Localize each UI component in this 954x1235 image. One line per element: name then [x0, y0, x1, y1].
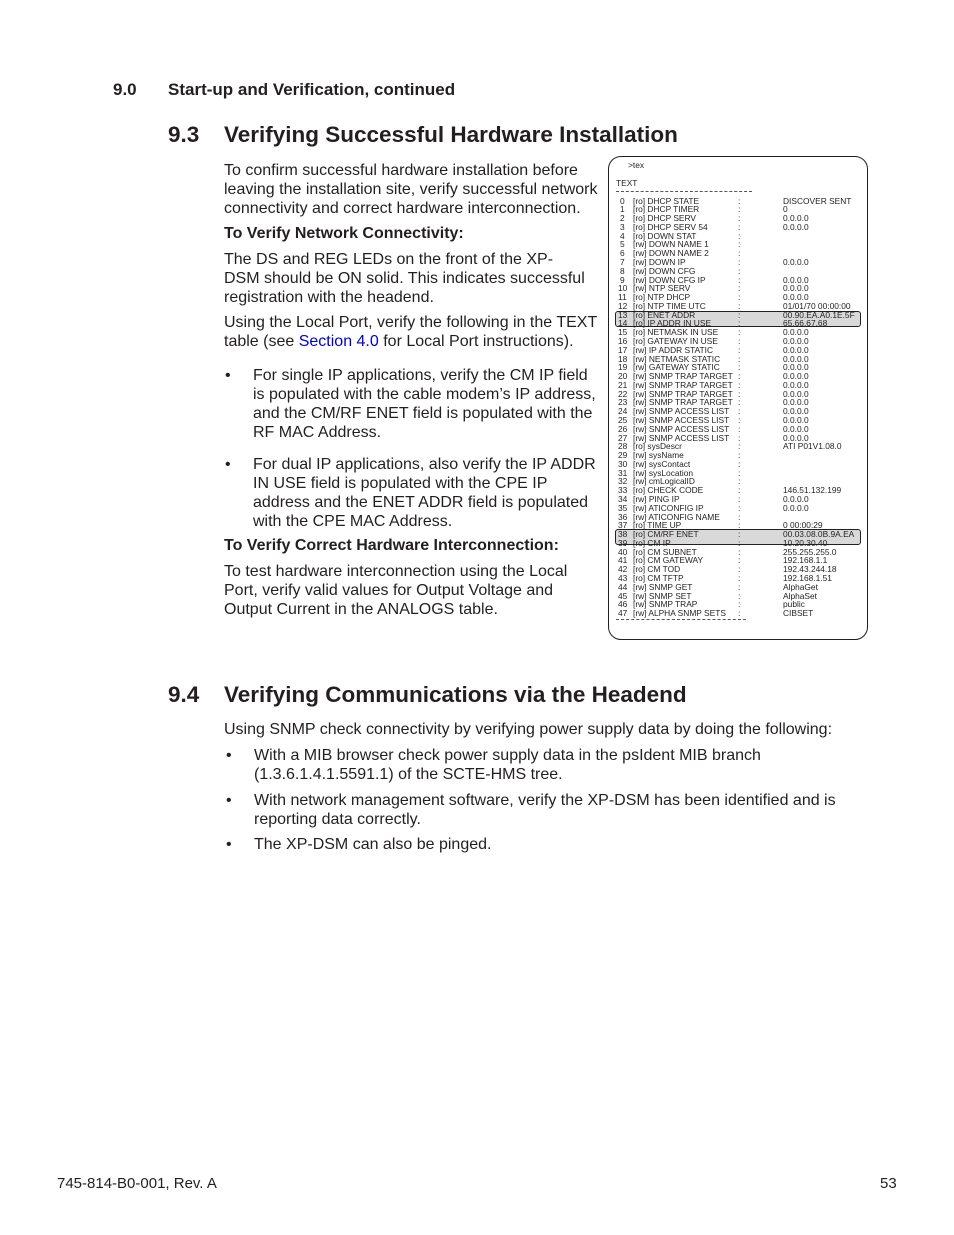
row-value: AlphaGet [783, 581, 818, 592]
bullet-icon: • [225, 456, 231, 473]
row-separator: : [738, 537, 741, 548]
row-field: [rw] SNMP TRAP TARGET [633, 397, 733, 408]
row-index: 19 [618, 362, 628, 373]
row-separator: : [738, 608, 741, 619]
local-port-paragraph [224, 313, 597, 351]
row-index: 21 [618, 379, 628, 390]
row-field: [ro] sysDescr [633, 441, 682, 452]
row-value: 0.0.0.0 [783, 415, 809, 425]
row-separator: : [738, 467, 741, 478]
row-separator: : [738, 256, 741, 267]
row-index: 35 [618, 502, 628, 513]
row-separator: : [738, 265, 741, 276]
local-port-text: table (see [224, 333, 299, 350]
row-index: 22 [618, 388, 628, 399]
terminal-prompt: >tex [628, 160, 645, 170]
hardware-line: Port, verify valid values for Output Voltage and [224, 582, 554, 599]
local-port-text-end: for Local Port instructions). [378, 333, 574, 350]
local-port-line: Using the Local Port, verify the following in the TEXT [224, 314, 598, 331]
row-field: [rw] PING IP [633, 494, 680, 505]
row-field: [ro] CM GATEWAY [633, 555, 704, 566]
row-field: [ro] NTP TIME UTC [633, 300, 706, 311]
row-field: [ro] ENET ADDR [633, 309, 696, 320]
section-header-number: 9.0 [113, 80, 137, 99]
row-value: 0 [783, 204, 788, 215]
row-separator: : [738, 239, 741, 250]
row-separator: : [738, 494, 741, 505]
row-separator: : [738, 230, 741, 241]
row-separator: : [738, 397, 741, 408]
row-index: 6 [620, 248, 625, 259]
row-field: [ro] NETMASK IN USE [633, 327, 719, 338]
row-index: 2 [620, 213, 625, 224]
row-field: [rw] sysLocation [633, 467, 694, 478]
row-separator: : [738, 335, 741, 346]
row-field: [rw] SNMP TRAP [633, 599, 698, 610]
row-field: [rw] DOWN NAME 1 [633, 239, 709, 250]
row-index: 18 [618, 353, 628, 364]
row-field: [rw] ATICONFIG IP [633, 502, 704, 513]
row-value: 0 00:00:29 [783, 520, 823, 531]
bullet-line: with the CPE MAC Address. [253, 513, 453, 530]
row-index: 43 [618, 573, 628, 584]
led-line: registration with the headend. [224, 289, 434, 306]
row-index: 28 [618, 441, 628, 452]
row-field: [rw] SNMP ACCESS LIST [633, 432, 730, 443]
row-field: [rw] DOWN CFG [633, 265, 696, 276]
local-port-line-2 [224, 332, 597, 351]
row-separator: : [738, 283, 741, 294]
row-index: 25 [618, 415, 628, 425]
row-value: 255.255.255.0 [783, 546, 837, 557]
row-index: 33 [618, 485, 628, 496]
row-value: 146.51.132.199 [783, 485, 842, 496]
row-separator: : [738, 327, 741, 338]
row-field: [ro] DHCP STATE [633, 195, 700, 206]
row-separator: : [738, 564, 741, 575]
row-value: 10.20.30.40 [783, 537, 828, 548]
row-index: 1 [620, 204, 625, 215]
row-field: [ro] DHCP TIMER [633, 204, 700, 215]
heading-9-3-number: 9.3 [168, 122, 200, 147]
hardware-paragraph [224, 562, 567, 619]
heading-9-4-number: 9.4 [168, 682, 200, 707]
row-value: 0.0.0.0 [783, 397, 809, 408]
row-index: 39 [618, 537, 628, 548]
row-separator: : [738, 213, 741, 224]
row-separator: : [738, 204, 741, 215]
row-field: [rw] sysContact [633, 458, 691, 469]
row-value: 192.43.244.18 [783, 564, 837, 575]
row-value: AlphaSet [783, 590, 817, 601]
hardware-line: Output Current in the ANALOGS table. [224, 601, 498, 618]
doc-number: 745-814-B0-001, Rev. A [57, 1175, 217, 1192]
row-value: 0.0.0.0 [783, 423, 809, 434]
row-value: DISCOVER SENT [783, 195, 852, 206]
section-header-title: Start-up and Verification, continued [168, 80, 456, 99]
row-index: 15 [618, 327, 628, 338]
row-index: 24 [618, 406, 628, 417]
row-value: 0.0.0.0 [783, 494, 809, 505]
row-index: 3 [620, 221, 625, 232]
row-index: 31 [618, 467, 628, 478]
row-separator: : [738, 555, 741, 566]
row-field: [rw] DOWN IP [633, 256, 686, 267]
row-index: 12 [618, 300, 628, 311]
row-field: [ro] GATEWAY IN USE [633, 335, 718, 346]
row-value: 0.0.0.0 [783, 388, 809, 399]
row-value: 0.0.0.0 [783, 406, 809, 417]
row-separator: : [738, 344, 741, 355]
bullet-line: reporting data correctly. [254, 811, 421, 828]
hardware-interconnection-heading: To Verify Correct Hardware Interconnection: [224, 537, 559, 554]
row-index: 0 [620, 195, 625, 206]
row-value: 0.0.0.0 [783, 432, 809, 443]
row-separator: : [738, 458, 741, 469]
row-index: 37 [618, 520, 628, 531]
row-index: 7 [620, 256, 625, 267]
row-value: 0.0.0.0 [783, 344, 809, 355]
row-index: 20 [618, 371, 628, 382]
bullet-line: IN USE field is populated with the CPE IP [253, 475, 548, 492]
row-field: [rw] ALPHA SNMP SETS [633, 608, 726, 619]
row-value: 00.90.EA.A0.1E.5F [783, 309, 855, 320]
row-field: [rw] SNMP ACCESS LIST [633, 423, 730, 434]
bullet-line: The XP-DSM can also be pinged. [254, 836, 492, 853]
snmp-intro: Using SNMP check connectivity by verifying power supply data by doing the following: [224, 721, 833, 738]
row-separator: : [738, 195, 741, 206]
row-value: public [783, 599, 805, 610]
row-separator: : [738, 221, 741, 232]
heading-9-4-title: Verifying Communications via the Headend [224, 682, 687, 707]
bullet-line: For dual IP applications, also verify the IP ADDR [253, 456, 596, 473]
row-field: [rw] ATICONFIG NAME [633, 511, 720, 522]
row-separator: : [738, 573, 741, 584]
intro-line: leaving the installation site, verify successful network [224, 181, 598, 198]
bullet-icon: • [226, 836, 232, 853]
led-line: The DS and REG LEDs on the front of the XP- [224, 251, 554, 268]
row-field: [ro] CM IP [633, 537, 671, 548]
row-value: 192.168.1.51 [783, 573, 832, 584]
row-field: [rw] DOWN CFG IP [633, 274, 706, 285]
row-field: [rw] IP ADDR STATIC [633, 344, 714, 355]
section-header [113, 80, 455, 100]
row-field: [ro] TIME UP [633, 520, 682, 531]
row-separator: : [738, 415, 741, 425]
row-index: 14 [618, 318, 628, 329]
row-value: CIBSET [783, 608, 814, 619]
row-separator: : [738, 423, 741, 434]
row-index: 32 [618, 476, 628, 487]
row-index: 38 [618, 529, 628, 540]
row-index: 8 [620, 265, 625, 276]
row-value: 192.168.1.1 [783, 555, 828, 566]
row-value: 0.0.0.0 [783, 353, 809, 364]
bullet-line: address and the ENET ADDR field is populated [253, 494, 589, 511]
row-field: [ro] NTP DHCP [633, 292, 691, 303]
terminal-table-name: TEXT [616, 178, 638, 188]
row-value: 0.0.0.0 [783, 213, 809, 224]
row-field: [rw] sysName [633, 450, 684, 461]
row-value: 0.0.0.0 [783, 274, 809, 285]
row-field: [rw] SNMP ACCESS LIST [633, 406, 730, 417]
row-index: 26 [618, 423, 628, 434]
row-separator: : [738, 599, 741, 610]
bullet-line: (1.3.6.1.4.1.5591.1) of the SCTE-HMS tree. [254, 766, 563, 783]
row-separator: : [738, 318, 741, 329]
row-separator: : [738, 476, 741, 487]
row-separator: : [738, 450, 741, 461]
row-index: 4 [620, 230, 625, 241]
row-value: 65.66.67.68 [783, 318, 828, 329]
heading-9-4 [168, 682, 687, 708]
bullet-line: is populated with the cable modem’s IP address, [253, 386, 596, 403]
row-separator: : [738, 546, 741, 557]
row-value: 0.0.0.0 [783, 362, 809, 373]
intro-paragraph [224, 161, 598, 218]
row-separator: : [738, 362, 741, 373]
row-value: 0.0.0.0 [783, 221, 809, 232]
row-field: [ro] CM TOD [633, 564, 681, 575]
row-field: [ro] DOWN STAT [633, 230, 697, 241]
row-field: [ro] DHCP SERV [633, 213, 696, 224]
row-field: [rw] DOWN NAME 2 [633, 248, 709, 259]
led-paragraph [224, 250, 585, 307]
row-field: [rw] NETMASK STATIC [633, 353, 721, 364]
section-4-link[interactable]: Section 4.0 [298, 333, 379, 350]
row-field: [rw] SNMP SET [633, 590, 692, 601]
network-connectivity-heading: To Verify Network Connectivity: [224, 225, 464, 242]
row-separator: : [738, 248, 741, 259]
row-index: 34 [618, 494, 628, 505]
row-field: [ro] CM TFTP [633, 573, 684, 584]
row-value: 0.0.0.0 [783, 502, 809, 513]
row-separator: : [738, 406, 741, 417]
row-value: 0.0.0.0 [783, 379, 809, 390]
row-field: [rw] SNMP GET [633, 581, 693, 592]
bullet-line: With network management software, verify the XP-DSM has been identified and is [254, 792, 836, 809]
row-value: 01/01/70 00:00:00 [783, 300, 851, 311]
row-index: 46 [618, 599, 628, 610]
bullet-line: For single IP applications, verify the CM IP field [253, 367, 588, 384]
intro-line: To confirm successful hardware installation before [224, 162, 578, 179]
page-number: 53 [880, 1175, 897, 1192]
row-index: 29 [618, 450, 628, 461]
row-field: [ro] DHCP SERV 54 [633, 221, 708, 232]
led-line: DSM should be ON solid. This indicates successful [224, 270, 585, 287]
bullet-line: and the CM/RF ENET field is populated with the [253, 405, 593, 422]
row-index: 10 [618, 283, 628, 294]
row-separator: : [738, 309, 741, 320]
hardware-line: To test hardware interconnection using the Local [224, 563, 568, 580]
row-field: [rw] GATEWAY STATIC [633, 362, 720, 373]
terminal-divider-top [616, 191, 752, 192]
row-separator: : [738, 502, 741, 513]
row-index: 5 [620, 239, 625, 250]
row-separator: : [738, 353, 741, 364]
row-separator: : [738, 371, 741, 382]
row-field: [rw] SNMP TRAP TARGET [633, 371, 733, 382]
row-index: 13 [618, 309, 628, 320]
row-field: [ro] CHECK CODE [633, 485, 704, 496]
row-value: 0.0.0.0 [783, 335, 809, 346]
row-separator: : [738, 581, 741, 592]
row-separator: : [738, 388, 741, 399]
row-index: 23 [618, 397, 628, 408]
row-index: 9 [620, 274, 625, 285]
row-index: 40 [618, 546, 628, 557]
row-separator: : [738, 511, 741, 522]
row-value: 0.0.0.0 [783, 283, 809, 294]
row-index: 42 [618, 564, 628, 575]
row-separator: : [738, 590, 741, 601]
row-index: 36 [618, 511, 628, 522]
row-separator: : [738, 300, 741, 311]
row-field: [ro] IP ADDR IN USE [633, 318, 712, 329]
row-value: 00.03.08.0B.9A.EA [783, 529, 855, 540]
row-index: 27 [618, 432, 628, 443]
row-index: 30 [618, 458, 628, 469]
row-value: 0.0.0.0 [783, 371, 809, 382]
row-index: 44 [618, 581, 628, 592]
bullet-icon: • [226, 792, 232, 809]
row-index: 11 [618, 292, 627, 303]
bullet-line: RF MAC Address. [253, 424, 382, 441]
row-value: 0.0.0.0 [783, 292, 809, 303]
heading-9-3-title: Verifying Successful Hardware Installation [224, 122, 678, 147]
bullet-icon: • [226, 747, 232, 764]
row-index: 45 [618, 590, 628, 601]
row-field: [ro] CM SUBNET [633, 546, 697, 557]
row-field: [rw] SNMP ACCESS LIST [633, 415, 730, 425]
row-separator: : [738, 529, 741, 540]
row-index: 17 [618, 344, 628, 355]
row-separator: : [738, 379, 741, 390]
row-separator: : [738, 441, 741, 452]
row-separator: : [738, 485, 741, 496]
row-separator: : [738, 274, 741, 285]
row-field: [rw] NTP SERV [633, 283, 691, 294]
row-separator: : [738, 292, 741, 303]
bullet-icon: • [225, 367, 231, 384]
row-index: 16 [618, 335, 628, 346]
bullet-line: With a MIB browser check power supply data in the psIdent MIB branch [254, 747, 761, 764]
row-field: [rw] SNMP TRAP TARGET [633, 388, 733, 399]
row-value: ATI P01V1.08.0 [783, 441, 842, 452]
row-field: [rw] SNMP TRAP TARGET [633, 379, 733, 390]
heading-9-3 [168, 122, 678, 148]
row-field: [rw] cmLogicalID [633, 476, 695, 487]
row-field: [ro] CM/RF ENET [633, 529, 699, 540]
row-separator: : [738, 432, 741, 443]
row-index: 41 [618, 555, 628, 566]
row-value: 0.0.0.0 [783, 256, 809, 267]
intro-line: connectivity and correct hardware interconnection. [224, 200, 581, 217]
row-value: 0.0.0.0 [783, 327, 809, 338]
row-separator: : [738, 520, 741, 531]
row-index: 47 [618, 608, 628, 619]
terminal-divider-bottom [616, 619, 746, 620]
